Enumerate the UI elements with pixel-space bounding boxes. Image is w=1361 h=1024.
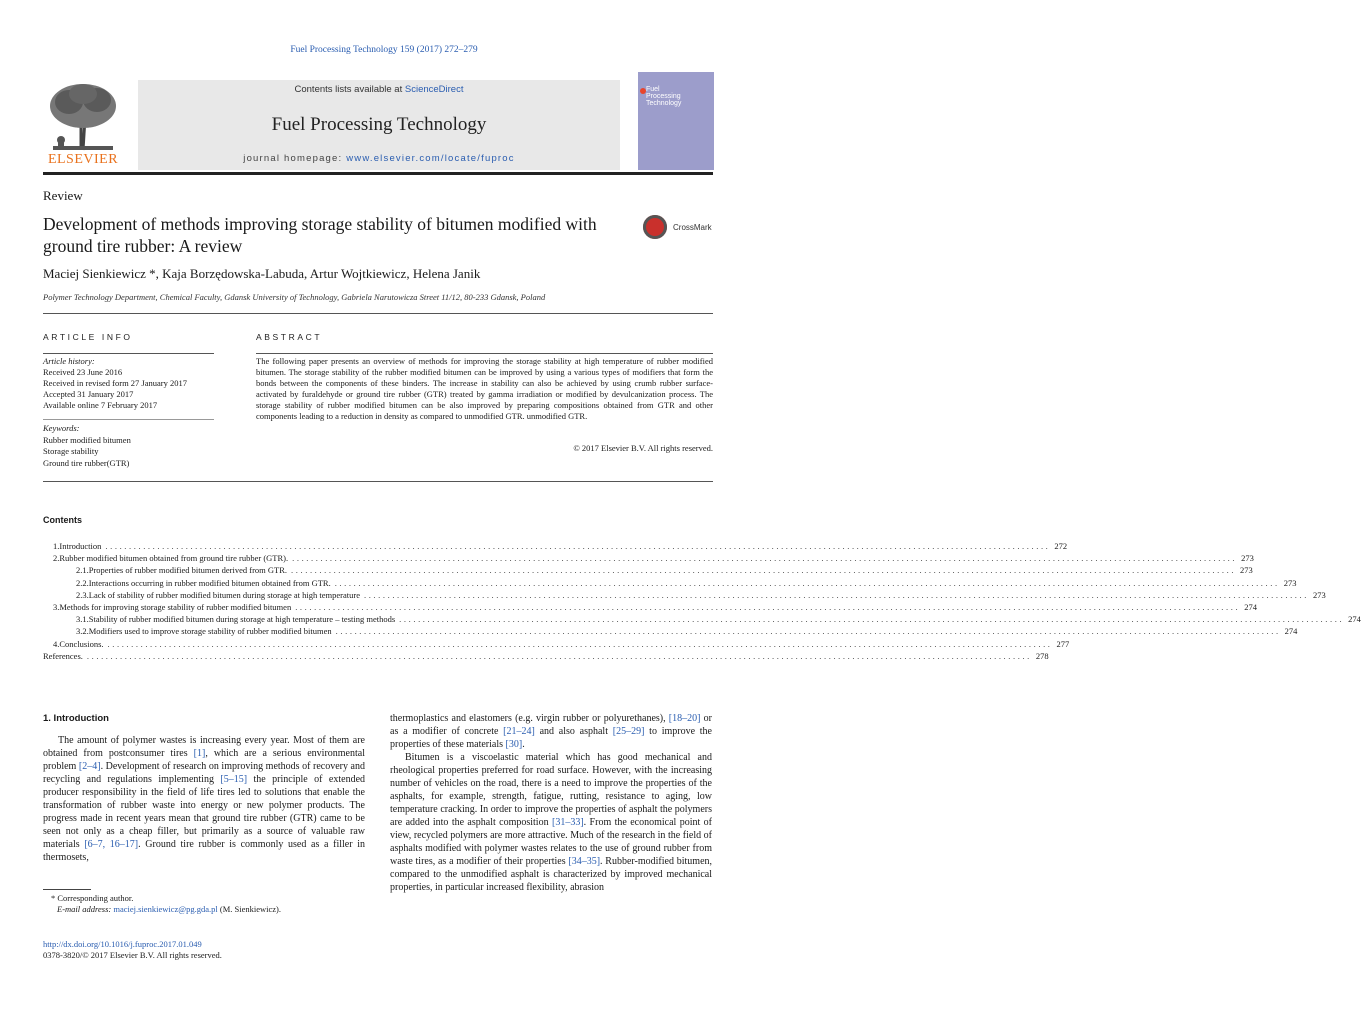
email-label: E-mail address: (57, 904, 114, 914)
history-item: Received 23 June 2016 (43, 367, 123, 377)
doi-block (43, 939, 222, 961)
body-text: or as a modifier of concrete (390, 713, 712, 737)
footnote-divider (43, 889, 91, 890)
author-email-link[interactable]: maciej.sienkiewicz@pg.gda.pl (113, 904, 218, 914)
history-label: Article history: (43, 356, 95, 366)
toc-entry[interactable] (43, 638, 1070, 650)
toc-page-number: 273 (1240, 565, 1253, 576)
journal-cover-thumbnail[interactable] (638, 72, 714, 170)
toc-number: 3.1. (76, 614, 89, 625)
journal-title: Fuel Processing Technology (271, 114, 487, 135)
toc-leader-dots: ........................................................................................................................................................................................................ (295, 601, 1241, 612)
divider (256, 353, 713, 354)
toc-leader-dots: ........................................................................................................................................................................................................ (107, 638, 1053, 649)
keywords-label: Keywords: (43, 423, 80, 433)
toc-title[interactable]: Conclusions. (59, 638, 104, 649)
divider (43, 481, 713, 482)
keyword: Rubber modified bitumen (43, 434, 131, 445)
toc-leader-dots: ........................................................................................................................................................................................................ (292, 553, 1238, 564)
toc-title[interactable]: Lack of stability of rubber modified bitumen during storage at high temperature (88, 589, 360, 600)
crossmark-button[interactable] (641, 213, 716, 245)
body-text: . (522, 739, 525, 750)
toc-page-number: 273 (1283, 577, 1297, 588)
toc-title[interactable]: Methods for improving storage stability of rubber modified bitumen (59, 601, 292, 612)
body-paragraph (43, 734, 365, 864)
toc-entry[interactable] (43, 601, 1257, 613)
toc-leader-dots: ........................................................................................................................................................................................................ (335, 626, 1281, 637)
contents-available-line (138, 84, 620, 95)
toc-entry[interactable] (43, 577, 1297, 589)
homepage-prefix: journal homepage: (243, 153, 347, 164)
toc-leader-dots: ........................................................................................................................................................................................................ (399, 614, 1345, 625)
divider (43, 419, 214, 420)
citation-link[interactable]: [31–33] (551, 817, 584, 828)
doi-link[interactable]: http://dx.doi.org/10.1016/j.fuproc.2017.01.049 (43, 939, 202, 949)
toc-title[interactable]: Rubber modified bitumen obtained from ground tire rubber (GTR). (59, 553, 289, 564)
toc-leader-dots: ........................................................................................................................................................................................................ (334, 577, 1280, 588)
toc-entry[interactable] (43, 540, 1068, 552)
sciencedirect-link[interactable]: ScienceDirect (404, 84, 464, 95)
body-text: . From the economical point of view, recycled polymers are more attractive. Much of the research in the field of asphalts modified with polymer wastes relates to the use of ground rubber from waste tires, as a modifier of their properties (390, 817, 712, 867)
citation-link[interactable]: [1] (193, 748, 206, 759)
crossmark-label: CrossMark (673, 223, 712, 232)
body-text: Bitumen is a viscoelastic material which has good mechanical and rheological properties preferred for road surface. However, with the increasing number of vehicles on the road, there is a need to improve the properties of the asphalts, for example, strength, fatigue, rutting, resistance to aging, low temperature cracking. In order to improve the properties of asphalt the polymers are added into the asphalt composition (390, 752, 712, 828)
author-affiliation: Polymer Technology Department, Chemical Faculty, Gdansk University of Technology, Gabriela Narutowicza Street 11/12, 80-233 Gdansk, Poland (43, 292, 546, 302)
article-history (43, 356, 218, 411)
body-text: to improve the properties of these materials (390, 726, 712, 750)
article-title: Development of methods improving storage stability of bitumen modified with ground tire rubber: A review (43, 214, 597, 256)
journal-homepage-line (138, 153, 620, 164)
toc-number: 4. (53, 638, 60, 649)
toc-page-number: 278 (1035, 650, 1049, 661)
corresponding-author-note: * Corresponding author. (51, 893, 134, 903)
toc-page-number: 274 (1284, 626, 1298, 637)
article-type: Review (43, 188, 83, 203)
toc-number: 2.2. (76, 577, 89, 588)
toc-title[interactable]: Introduction (59, 541, 102, 551)
divider (43, 313, 713, 314)
toc-entry[interactable] (43, 589, 1326, 601)
body-text: thermoplastics and elastomers (e.g. virgin rubber or polyurethanes), (390, 713, 669, 724)
body-text: . Rubber-modified bitumen, compared to the unmodified asphalt is characterized by improved mechanical properties, in particular increased flexibility, abrasion (390, 856, 713, 893)
citation-link[interactable]: [6–7, 16–17] (84, 839, 139, 850)
body-column-right (390, 712, 712, 894)
abstract-text: The following paper presents an overview of methods for improving the storage stability at high temperature of rubber modified bitumen. The storage stability of the rubber modified bitumen can be improved by using a various types of modifiers that form the bonds between the components of these binders. The increase in stability can also be achieved by using crumb rubber surface-activated by furaldehyde or ground tire rubber (GTR) treated by gamma irradiation or modified by devulcanization process. The storage stability of rubber modified bitumen can be also improved by preparing compositions obtained from GTR and other components leading to a reduction in density as compared to unmodified GTR. unmodified GTR. (256, 356, 713, 421)
toc-page-number: 274 (1348, 614, 1361, 625)
citation-link[interactable]: [2–4] (78, 761, 101, 772)
body-text: and also asphalt (534, 726, 613, 737)
toc-number: 2. (53, 553, 60, 564)
divider (43, 353, 214, 354)
toc-entry[interactable] (43, 650, 1049, 662)
article-info-heading: ARTICLE INFO (43, 332, 133, 342)
toc-number: 2.3. (76, 589, 89, 600)
history-item: Received in revised form 27 January 2017 (43, 378, 187, 388)
body-paragraph (390, 751, 712, 894)
cover-title: Fuel Processing Technology (646, 86, 682, 107)
body-column-left (43, 712, 365, 864)
toc-number: 3. (53, 601, 60, 612)
citation-link[interactable]: [18–20] (668, 713, 701, 724)
body-paragraph (390, 712, 712, 751)
journal-masthead (43, 72, 713, 172)
toc-leader-dots: ........................................................................................................................................................................................................ (105, 541, 1051, 551)
toc-page-number: 273 (1241, 553, 1254, 564)
keywords-block (43, 423, 218, 469)
toc-number: 2.1. (76, 565, 89, 576)
history-item: Available online 7 February 2017 (43, 400, 158, 410)
footnote (43, 893, 365, 915)
keyword: Ground tire rubber(GTR) (43, 457, 130, 468)
citation-link[interactable]: [21–24] (503, 726, 535, 737)
journal-header-box (138, 80, 620, 170)
toc-page-number: 273 (1312, 589, 1326, 600)
section-heading: 1. Introduction (43, 713, 109, 724)
toc-title[interactable]: Interactions occurring in rubber modified bitumen obtained from GTR. (88, 577, 331, 588)
keyword: Storage stability (43, 446, 99, 456)
citation-link[interactable]: [34–35] (568, 856, 601, 867)
abstract-heading: ABSTRACT (256, 332, 323, 342)
abstract-copyright: © 2017 Elsevier B.V. All rights reserved. (573, 443, 713, 453)
toc-leader-dots: ........................................................................................................................................................................................................ (363, 589, 1309, 600)
history-item: Accepted 31 January 2017 (43, 389, 134, 399)
email-suffix: (M. Sienkiewicz). (217, 904, 281, 914)
citation-link[interactable]: [25–29] (612, 726, 645, 737)
toc-page-number: 272 (1054, 541, 1068, 551)
toc-entry[interactable] (43, 613, 1361, 625)
journal-reference-link[interactable]: Fuel Processing Technology 159 (2017) 272–279 (290, 45, 478, 55)
header-divider (43, 172, 713, 175)
toc-page-number: 274 (1244, 601, 1257, 612)
body-text: . Ground tire rubber is commonly used as a filler in thermosets, (43, 839, 365, 863)
body-text: The amount of polymer wastes is increasing every year. Most of them are obtained from postconsumer tires (43, 735, 365, 759)
table-of-contents (43, 540, 1361, 662)
body-text: . Development of research on improving methods of recovery and recycling and regulations implementing (43, 761, 366, 785)
toc-leader-dots: ........................................................................................................................................................................................................ (86, 650, 1032, 661)
author-list: Maciej Sienkiewicz *, Kaja Borzędowska-Labuda, Artur Wojtkiewicz, Helena Janik (43, 266, 481, 281)
toc-page-number: 277 (1056, 638, 1070, 649)
toc-entry[interactable] (43, 552, 1254, 564)
toc-leader-dots: ........................................................................................................................................................................................................ (291, 565, 1237, 576)
toc-title[interactable]: References. (43, 650, 83, 661)
toc-number: 3.2. (76, 626, 89, 637)
toc-number: 1. (53, 541, 60, 551)
crossmark-icon (643, 215, 667, 239)
body-text: the principle of extended producer responsibility in the field of life tires led to solutions that enable the transformation of rubber waste into energy or new polymer products. The progress made in recent years mean that ground tire rubber (GTR) came to be seen not only as a cheap filler, but primarily as a source of valuable raw materials (43, 774, 366, 850)
toc-entry[interactable] (43, 564, 1253, 576)
issn-line: 0378-3820/© 2017 Elsevier B.V. All rights reserved. (43, 950, 222, 960)
body-text: , which are a serious environmental problem (43, 748, 365, 772)
elsevier-wordmark: ELSEVIER (47, 152, 119, 167)
toc-entry[interactable] (43, 625, 1298, 637)
citation-link[interactable]: [5–15] (220, 774, 248, 785)
contents-heading: Contents (43, 515, 82, 525)
citation-link[interactable]: [30] (505, 739, 523, 750)
email-line (43, 904, 365, 915)
toc-title[interactable]: Stability of rubber modified bitumen during storage at high temperature – testing methods (88, 614, 396, 625)
contents-prefix: Contents lists available at (294, 84, 405, 95)
homepage-link[interactable]: www.elsevier.com/locate/fuproc (346, 153, 515, 164)
toc-title[interactable]: Modifiers used to improve storage stability of rubber modified bitumen (88, 626, 332, 637)
toc-title[interactable]: Properties of rubber modified bitumen derived from GTR. (88, 565, 288, 576)
